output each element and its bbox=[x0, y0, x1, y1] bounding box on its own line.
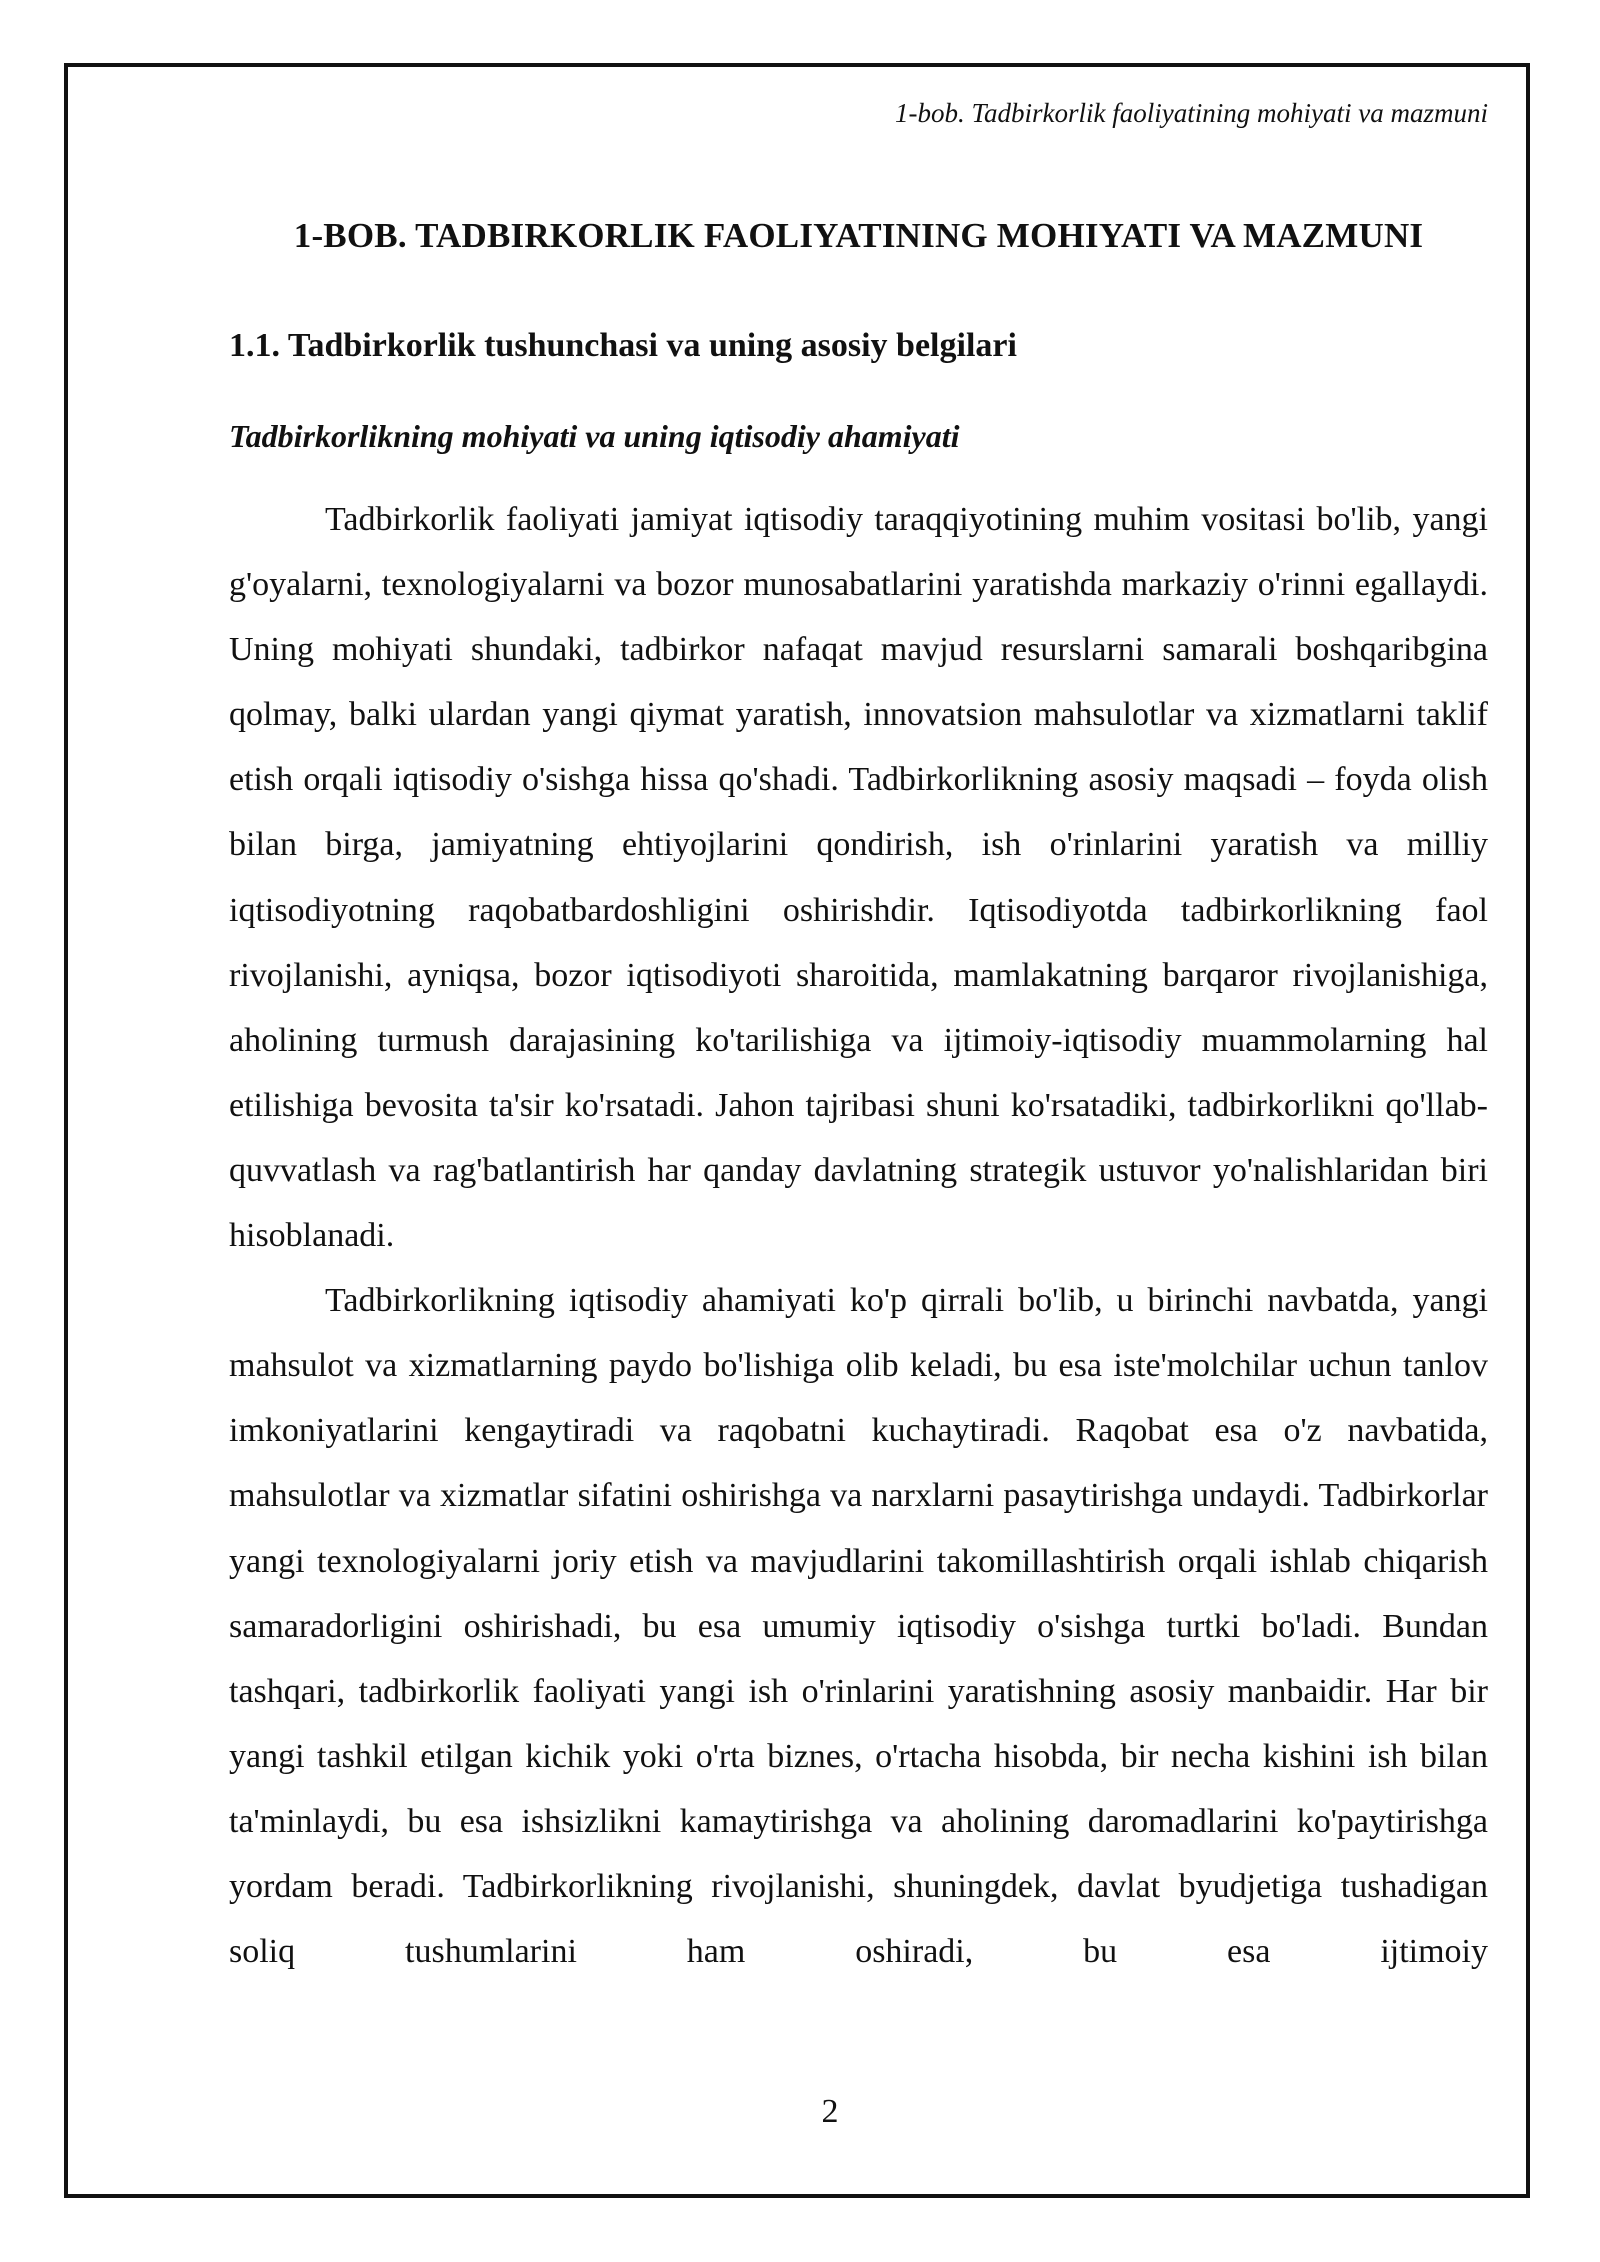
paragraph: Tadbirkorlikning iqtisodiy ahamiyati ko'p qirrali bo'lib, u birinchi navbatda, yangi mahsulot va xizmatlarning paydo bo'lishiga olib keladi, bu esa iste'molchilar uchun tanlov imkoniyatlarini kengaytiradi va raqobatni kuchaytiradi. Raqobat esa o'z navbatida, mahsulotlar va xizmatlar sifatini oshirishga va narxlarni pasaytirishga undaydi. Tadbirkorlar yangi texnologiyalarni joriy etish va mavjudlarini takomillashtirish orqali ishlab chiqarish samaradorligini oshirishadi, bu esa umumiy iqtisodiy o'sishga turtki bo'ladi. Bundan tashqari, tadbirkorlik faoliyati yangi ish o'rinlarini yaratishning asosiy manbaidir. Har bir yangi tashkil etilgan kichik yoki o'rta biznes, o'rtacha hisobda, bir necha kishini ish bilan ta'minlaydi, bu esa ishsizlikni kamaytirishga va aholining daromadlarini ko'paytirishga yordam beradi. Tadbirkorlikning rivojlanishi, shuningdek, davlat byudjetiga tushadigan soliq tushumlarini ham oshiradi, bu esa ijtimoiy bbox=[229, 1282, 1488, 1971]
section-title: 1.1. Tadbirkorlik tushunchasi va uning asosiy belgilari bbox=[229, 327, 1017, 364]
running-header: 1-bob. Tadbirkorlik faoliyatining mohiyati va mazmuni bbox=[895, 98, 1488, 128]
chapter-title: 1-BOB. TADBIRKORLIK FAOLIYATINING MOHIYATI VA MAZMUNI bbox=[293, 216, 1424, 255]
body-text bbox=[229, 487, 1488, 1984]
subsection-title: Tadbirkorlikning mohiyati va uning iqtisodiy ahamiyati bbox=[229, 418, 960, 454]
page-number: 2 bbox=[821, 2093, 839, 2130]
paragraph: Tadbirkorlik faoliyati jamiyat iqtisodiy taraqqiyotining muhim vositasi bo'lib, yangi g'oyalarni, texnologiyalarni va bozor munosabatlarini yaratishda markaziy o'rinni egallaydi. Uning mohiyati shundaki, tadbirkor nafaqat mavjud resurslarni samarali boshqaribgina qolmay, balki ulardan yangi qiymat yaratish, innovatsion mahsulotlar va xizmatlarni taklif etish orqali iqtisodiy o'sishga hissa qo'shadi. Tadbirkorlikning asosiy maqsadi – foyda olish bilan birga, jamiyatning ehtiyojlarini qondirish, ish o'rinlarini yaratish va milliy iqtisodiyotning raqobatbardoshligini oshirishdir. Iqtisodiyotda tadbirkorlikning faol rivojlanishi, ayniqsa, bozor iqtisodiyoti sharoitida, mamlakatning barqaror rivojlanishiga, aholining turmush darajasining ko'tarilishiga va ijtimoiy-iqtisodiy muammolarning hal etilishiga bevosita ta'sir ko'rsatadi. Jahon tajribasi shuni ko'rsatadiki, tadbirkorlikni qo'llab-quvvatlash va rag'batlantirish har qanday davlatning strategik ustuvor yo'nalishlaridan biri hisoblanadi. bbox=[229, 501, 1488, 1255]
